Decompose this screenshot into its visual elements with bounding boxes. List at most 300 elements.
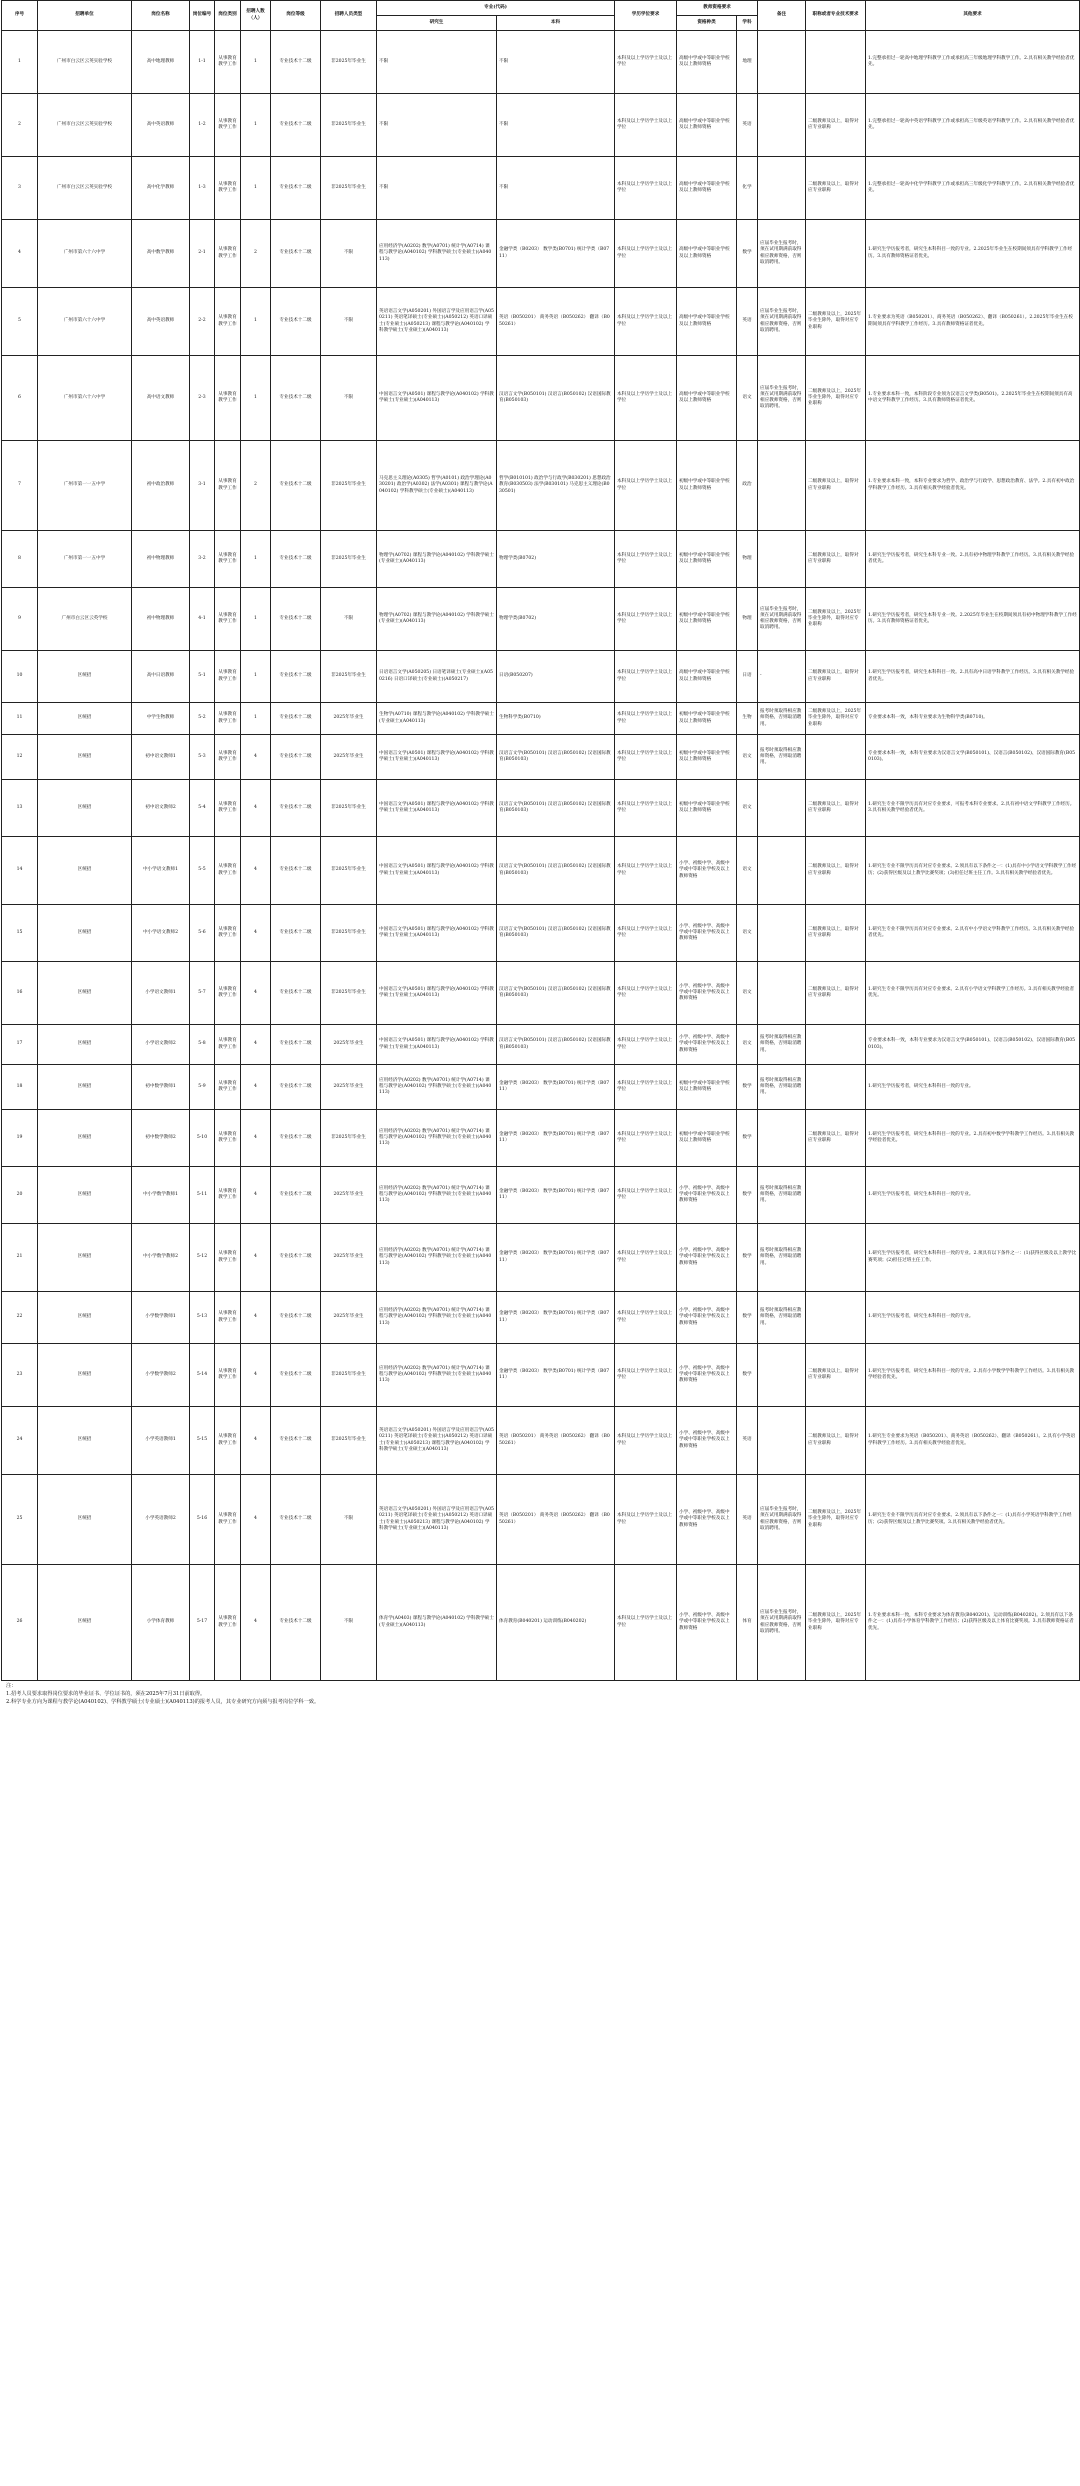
remark-cell xyxy=(758,1110,806,1167)
undergrad-major-cell: 汉语言文学(B050101) 汉语言(B050102) 汉语国际教育(B050103) xyxy=(497,837,615,905)
undergrad-major-cell: 金融学类（B0203） 数学类(B0701) 统计学类（B0711） xyxy=(497,1224,615,1292)
target-cell: 2025年毕业生 xyxy=(321,1292,377,1344)
graduate-major-cell: 应用经济学(A0202) 数学(A0701) 统计学(A0714) 课程与教学论(A040102) 学科教学硕士(专业硕士)(A040113) xyxy=(377,1110,497,1167)
row-number: 14 xyxy=(2,837,38,905)
table-row xyxy=(2,1407,1080,1475)
other-req-cell: 1.专业要求本科一致，本科阶段专业须为汉语言文学类(B0501)。2.2025年毕业生在校期间须具有高中语文学科教学工作经历。3.具有教师资格证者优先。 xyxy=(866,356,1080,441)
table-row xyxy=(2,837,1080,905)
header-count: 招聘人数（人） xyxy=(241,1,271,31)
header-other: 其他要求 xyxy=(866,1,1080,31)
unit-cell: 区统招 xyxy=(38,1344,132,1407)
title-req-cell: 二级教师及以上，取得对应专业职称 xyxy=(806,962,866,1025)
graduate-major-cell: 应用经济学(A0202) 数学(A0701) 统计学(A0714) 课程与教学论(A040102) 学科教学硕士(专业硕士)(A040113) xyxy=(377,1167,497,1224)
degree-cell: 本科及以上学历学士及以上学位 xyxy=(615,735,677,780)
unit-cell: 区统招 xyxy=(38,962,132,1025)
degree-cell: 本科及以上学历学士及以上学位 xyxy=(615,531,677,588)
level-cell: 专业技术十二级 xyxy=(271,531,321,588)
target-cell: 非2025年毕业生 xyxy=(321,157,377,220)
subject-cell: 语文 xyxy=(737,735,758,780)
position-cell: 初中物理教师 xyxy=(132,588,190,651)
level-cell: 专业技术十二级 xyxy=(271,962,321,1025)
undergrad-major-cell: 不限 xyxy=(497,31,615,94)
target-cell: 非2025年毕业生 xyxy=(321,780,377,837)
remark-cell: 报考时须取得相应教师资格，否则取消聘用。 xyxy=(758,1025,806,1065)
undergrad-major-cell: 金融学类（B0203） 数学类(B0701) 统计学类（B0711） xyxy=(497,220,615,288)
other-req-cell: 1.完整承担过一轮高中化学学科教学工作或承担高三年级化学学科教学工作。2.具有相关教学经验者优先。 xyxy=(866,157,1080,220)
other-req-cell: 1.完整承担过一轮高中地理学科教学工作或承担高三年级地理学科教学工作。2.具有相关教学经验者优先。 xyxy=(866,31,1080,94)
category-cell: 从事教育教学工作 xyxy=(215,1065,241,1110)
level-cell: 专业技术十二级 xyxy=(271,588,321,651)
code-cell: 4-1 xyxy=(190,588,215,651)
degree-cell: 本科及以上学历学士及以上学位 xyxy=(615,837,677,905)
row-number: 21 xyxy=(2,1224,38,1292)
undergrad-major-cell: 汉语言文学(B050101) 汉语言(B050102) 汉语国际教育(B050103) xyxy=(497,905,615,962)
unit-cell: 广州市第六十六中学 xyxy=(38,220,132,288)
count-cell: 1 xyxy=(241,157,271,220)
undergrad-major-cell: 英语（B050201） 商务英语（B050262） 翻译（B050261） xyxy=(497,1475,615,1565)
table-row xyxy=(2,588,1080,651)
header-category: 岗位类别 xyxy=(215,1,241,31)
code-cell: 5-1 xyxy=(190,651,215,703)
code-cell: 5-13 xyxy=(190,1292,215,1344)
title-req-cell: 二级教师及以上，2025年毕业生除外，取得对应专业职称 xyxy=(806,1565,866,1681)
title-req-cell: 二级教师及以上，取得对应专业职称 xyxy=(806,905,866,962)
graduate-major-cell: 应用经济学(A0202) 数学(A0701) 统计学(A0714) 课程与教学论(A040102) 学科教学硕士(专业硕士)(A040113) xyxy=(377,1344,497,1407)
level-cell: 专业技术十二级 xyxy=(271,703,321,735)
cert-type-cell: 小学、初级中学、高级中学或中等职业学校及以上教师资格 xyxy=(677,1167,737,1224)
table-row xyxy=(2,1475,1080,1565)
header-undergrad: 本科 xyxy=(497,16,615,31)
title-req-cell: 二级教师及以上，取得对应专业职称 xyxy=(806,651,866,703)
level-cell: 专业技术十二级 xyxy=(271,905,321,962)
table-body xyxy=(2,31,1080,1681)
subject-cell: 数学 xyxy=(737,1344,758,1407)
row-number: 8 xyxy=(2,531,38,588)
subject-cell: 物理 xyxy=(737,531,758,588)
title-req-cell: 二级教师及以上，2025年毕业生除外，取得对应专业职称 xyxy=(806,703,866,735)
cert-type-cell: 小学、初级中学、高级中学或中等职业学校及以上教师资格 xyxy=(677,905,737,962)
target-cell: 非2025年毕业生 xyxy=(321,441,377,531)
code-cell: 5-5 xyxy=(190,837,215,905)
category-cell: 从事教育教学工作 xyxy=(215,220,241,288)
other-req-cell: 1.研究生专业要求为英语（B050201）、商务英语（B050262）、翻译（B050261）。2.具有小学英语学科教学工作经历。3.具有相关教学经验者优先。 xyxy=(866,1407,1080,1475)
code-cell: 5-4 xyxy=(190,780,215,837)
position-cell: 小学体育教师 xyxy=(132,1565,190,1681)
table-row xyxy=(2,1224,1080,1292)
target-cell: 不限 xyxy=(321,356,377,441)
level-cell: 专业技术十二级 xyxy=(271,1224,321,1292)
count-cell: 1 xyxy=(241,531,271,588)
position-cell: 小学数学教师1 xyxy=(132,1292,190,1344)
subject-cell: 数学 xyxy=(737,1224,758,1292)
category-cell: 从事教育教学工作 xyxy=(215,588,241,651)
table-row xyxy=(2,1344,1080,1407)
target-cell: 不限 xyxy=(321,220,377,288)
target-cell: 非2025年毕业生 xyxy=(321,1110,377,1167)
subject-cell: 化学 xyxy=(737,157,758,220)
count-cell: 4 xyxy=(241,837,271,905)
count-cell: 4 xyxy=(241,1224,271,1292)
title-req-cell: 二级教师及以上，取得对应专业职称 xyxy=(806,1407,866,1475)
remark-cell: 应届毕业生报考时，须在试用期满前取得相应教师资格，否则取消聘用。 xyxy=(758,220,806,288)
title-req-cell: 二级教师及以上，取得对应专业职称 xyxy=(806,837,866,905)
level-cell: 专业技术十二级 xyxy=(271,651,321,703)
level-cell: 专业技术十二级 xyxy=(271,1475,321,1565)
other-req-cell: 1.完整承担过一轮高中英语学科教学工作或承担高三年级英语学科教学工作。2.具有相关教学经验者优先。 xyxy=(866,94,1080,157)
graduate-major-cell: 不限 xyxy=(377,157,497,220)
unit-cell: 区统招 xyxy=(38,1407,132,1475)
table-row xyxy=(2,962,1080,1025)
count-cell: 4 xyxy=(241,905,271,962)
title-req-cell: 二级教师及以上，取得对应专业职称 xyxy=(806,1110,866,1167)
title-req-cell xyxy=(806,1167,866,1224)
graduate-major-cell: 应用经济学(A0202) 数学(A0701) 统计学(A0714) 课程与教学论(A040102) 学科教学硕士(专业硕士)(A040113) xyxy=(377,1065,497,1110)
graduate-major-cell: 中国语言文学(A0501) 课程与教学论(A040102) 学科教学硕士(专业硕士)(A040113) xyxy=(377,905,497,962)
cert-type-cell: 小学、初级中学、高级中学或中等职业学校及以上教师资格 xyxy=(677,1025,737,1065)
cert-type-cell: 高级中学或中等职业学校及以上教师资格 xyxy=(677,94,737,157)
code-cell: 2-1 xyxy=(190,220,215,288)
remark-cell xyxy=(758,962,806,1025)
code-cell: 3-2 xyxy=(190,531,215,588)
graduate-major-cell: 物理学(A0702) 课程与教学论(A040102) 学科教学硕士(专业硕士)(A040113) xyxy=(377,588,497,651)
row-number: 18 xyxy=(2,1065,38,1110)
code-cell: 1-2 xyxy=(190,94,215,157)
code-cell: 5-11 xyxy=(190,1167,215,1224)
undergrad-major-cell: 物理学类(B0702) xyxy=(497,588,615,651)
remark-cell: 报考时须取得相应教师资格，否则取消聘用。 xyxy=(758,1167,806,1224)
level-cell: 专业技术十二级 xyxy=(271,1344,321,1407)
count-cell: 4 xyxy=(241,1292,271,1344)
level-cell: 专业技术十二级 xyxy=(271,780,321,837)
remark-cell: 报考时须取得相应教师资格，否则取消聘用。 xyxy=(758,735,806,780)
graduate-major-cell: 英语语言文学(A050201) 外国语言学及应用语言学(A050211) 英语笔译硕士(专业硕士)(A050212) 英语口译硕士(专业硕士)(A050213) 课程与教学论(A040102) 学科教学硕士(专业硕士)(A040113) xyxy=(377,1475,497,1565)
level-cell: 专业技术十二级 xyxy=(271,220,321,288)
header-cert-type: 资格种类 xyxy=(677,16,737,31)
row-number: 9 xyxy=(2,588,38,651)
subject-cell: 数学 xyxy=(737,1167,758,1224)
notes-line-2: 2.科学专业方向为课程与教学论(A040102)、学科教学硕士(专业硕士)(A040113)的报考人员，其专业研究方向须与报考岗位学科一致。 xyxy=(6,1698,320,1705)
unit-cell: 广州市白云区云英学校 xyxy=(38,588,132,651)
unit-cell: 区统招 xyxy=(38,703,132,735)
cert-type-cell: 小学、初级中学、高级中学或中等职业学校及以上教师资格 xyxy=(677,1475,737,1565)
subject-cell: 语文 xyxy=(737,356,758,441)
level-cell: 专业技术十二级 xyxy=(271,441,321,531)
count-cell: 2 xyxy=(241,220,271,288)
header-target: 招聘人员类型 xyxy=(321,1,377,31)
graduate-major-cell: 中国语言文学(A0501) 课程与教学论(A040102) 学科教学硕士(专业硕士)(A040113) xyxy=(377,1025,497,1065)
cert-type-cell: 小学、初级中学、高级中学或中等职业学校及以上教师资格 xyxy=(677,1344,737,1407)
row-number: 22 xyxy=(2,1292,38,1344)
degree-cell: 本科及以上学历学士及以上学位 xyxy=(615,1110,677,1167)
header-remark: 备注 xyxy=(758,1,806,31)
position-cell: 中小学语文教师1 xyxy=(132,837,190,905)
title-req-cell: 二级教师及以上，2025年毕业生除外，取得对应专业职称 xyxy=(806,1475,866,1565)
undergrad-major-cell: 金融学类（B0203） 数学类(B0701) 统计学类（B0711） xyxy=(497,1167,615,1224)
position-cell: 初中语文教师1 xyxy=(132,735,190,780)
unit-cell: 区统招 xyxy=(38,1224,132,1292)
code-cell: 5-2 xyxy=(190,703,215,735)
title-req-cell xyxy=(806,1065,866,1110)
category-cell: 从事教育教学工作 xyxy=(215,157,241,220)
position-cell: 初中物理教师 xyxy=(132,531,190,588)
target-cell: 非2025年毕业生 xyxy=(321,962,377,1025)
degree-cell: 本科及以上学历学士及以上学位 xyxy=(615,220,677,288)
category-cell: 从事教育教学工作 xyxy=(215,735,241,780)
title-req-cell: 二级教师及以上，取得对应专业职称 xyxy=(806,94,866,157)
table-row xyxy=(2,735,1080,780)
target-cell: 不限 xyxy=(321,1565,377,1681)
category-cell: 从事教育教学工作 xyxy=(215,1224,241,1292)
target-cell: 2025年毕业生 xyxy=(321,1167,377,1224)
degree-cell: 本科及以上学历学士及以上学位 xyxy=(615,1224,677,1292)
other-req-cell: 1.专业要求本科一致，本科专业要求为体育教育(B040201)、运动训练(B040202)。2.须具有以下条件之一：(1)具有小学体育学科教学工作经历；(2)获得区级及以上体育比赛奖项。3.具有教师资格证者优先。 xyxy=(866,1565,1080,1681)
graduate-major-cell: 英语语言文学(A050201) 外国语言学及应用语言学(A050211) 英语笔译硕士(专业硕士)(A050212) 英语口译硕士(专业硕士)(A050213) 课程与教学论(A040102) 学科教学硕士(专业硕士)(A040113) xyxy=(377,1407,497,1475)
remark-cell: 报考时须取得相应教师资格，否则取消聘用。 xyxy=(758,1224,806,1292)
code-cell: 5-6 xyxy=(190,905,215,962)
code-cell: 5-12 xyxy=(190,1224,215,1292)
header-unit: 招聘单位 xyxy=(38,1,132,31)
degree-cell: 本科及以上学历学士及以上学位 xyxy=(615,1407,677,1475)
subject-cell: 物理 xyxy=(737,588,758,651)
title-req-cell xyxy=(806,31,866,94)
subject-cell: 数学 xyxy=(737,1292,758,1344)
level-cell: 专业技术十二级 xyxy=(271,1167,321,1224)
title-req-cell: 二级教师及以上，取得对应专业职称 xyxy=(806,441,866,531)
category-cell: 从事教育教学工作 xyxy=(215,837,241,905)
subject-cell: 语文 xyxy=(737,780,758,837)
category-cell: 从事教育教学工作 xyxy=(215,531,241,588)
other-req-cell: 1.研究生学历报考者，研究生本科科目一致的专业。2.2025年毕业生在校期间须具有学科教学工作经历。3.具有教师资格证者优先。 xyxy=(866,220,1080,288)
row-number: 3 xyxy=(2,157,38,220)
degree-cell: 本科及以上学历学士及以上学位 xyxy=(615,288,677,356)
subject-cell: 数学 xyxy=(737,1110,758,1167)
undergrad-major-cell: 汉语言文学(B050101) 汉语言(B050102) 汉语国际教育(B050103) xyxy=(497,735,615,780)
category-cell: 从事教育教学工作 xyxy=(215,962,241,1025)
target-cell: 2025年毕业生 xyxy=(321,1224,377,1292)
graduate-major-cell: 物理学(A0702) 课程与教学论(A040102) 学科教学硕士(专业硕士)(A040113) xyxy=(377,531,497,588)
other-req-cell: 1.研究生学历报考者，研究生本科科目一致的专业。 xyxy=(866,1167,1080,1224)
subject-cell: 英语 xyxy=(737,288,758,356)
position-cell: 中小学数学教师1 xyxy=(132,1167,190,1224)
degree-cell: 本科及以上学历学士及以上学位 xyxy=(615,356,677,441)
count-cell: 4 xyxy=(241,780,271,837)
remark-cell xyxy=(758,780,806,837)
subject-cell: 日语 xyxy=(737,651,758,703)
title-req-cell: 二级教师及以上，2025年毕业生除外，取得对应专业职称 xyxy=(806,356,866,441)
code-cell: 3-1 xyxy=(190,441,215,531)
cert-type-cell: 小学、初级中学、高级中学或中等职业学校及以上教师资格 xyxy=(677,1565,737,1681)
remark-cell xyxy=(758,531,806,588)
unit-cell: 区统招 xyxy=(38,1167,132,1224)
graduate-major-cell: 中国语言文学(A0501) 课程与教学论(A040102) 学科教学硕士(专业硕士)(A040113) xyxy=(377,837,497,905)
row-number: 7 xyxy=(2,441,38,531)
table-row xyxy=(2,356,1080,441)
subject-cell: 语文 xyxy=(737,962,758,1025)
level-cell: 专业技术十二级 xyxy=(271,31,321,94)
table-row xyxy=(2,220,1080,288)
count-cell: 1 xyxy=(241,651,271,703)
undergrad-major-cell: 汉语言文学(B050101) 汉语言(B050102) 汉语国际教育(B050103) xyxy=(497,962,615,1025)
header-position: 岗位名称 xyxy=(132,1,190,31)
target-cell: 不限 xyxy=(321,588,377,651)
count-cell: 4 xyxy=(241,1167,271,1224)
graduate-major-cell: 中国语言文学(A0501) 课程与教学论(A040102) 学科教学硕士(专业硕士)(A040113) xyxy=(377,356,497,441)
row-number: 26 xyxy=(2,1565,38,1681)
title-req-cell xyxy=(806,1292,866,1344)
degree-cell: 本科及以上学历学士及以上学位 xyxy=(615,1167,677,1224)
cert-type-cell: 小学、初级中学、高级中学或中等职业学校及以上教师资格 xyxy=(677,962,737,1025)
code-cell: 2-3 xyxy=(190,356,215,441)
undergrad-major-cell: 金融学类（B0203） 数学类(B0701) 统计学类（B0711） xyxy=(497,1344,615,1407)
cert-type-cell: 高级中学或中等职业学校及以上教师资格 xyxy=(677,31,737,94)
target-cell: 不限 xyxy=(321,288,377,356)
other-req-cell: 1.专业要求本科一致，本科专业要求为哲学、政治学与行政学、思想政治教育、法学。2.具有初中政治学科教学工作经历。3.具有相关教学经验者优先。 xyxy=(866,441,1080,531)
undergrad-major-cell: 金融学类（B0203） 数学类(B0701) 统计学类（B0711） xyxy=(497,1110,615,1167)
position-cell: 中学生物教师 xyxy=(132,703,190,735)
subject-cell: 英语 xyxy=(737,1407,758,1475)
category-cell: 从事教育教学工作 xyxy=(215,31,241,94)
remark-cell: 报考时须取得相应教师资格，否则取消聘用。 xyxy=(758,1065,806,1110)
count-cell: 1 xyxy=(241,94,271,157)
category-cell: 从事教育教学工作 xyxy=(215,1475,241,1565)
cert-type-cell: 小学、初级中学、高级中学或中等职业学校及以上教师资格 xyxy=(677,1407,737,1475)
position-cell: 高中日语教师 xyxy=(132,651,190,703)
unit-cell: 区统招 xyxy=(38,1110,132,1167)
remark-cell: - xyxy=(758,651,806,703)
other-req-cell: 1.研究生专业不限学历具有对应专业要求。2.具有中小学语文学科教学工作经历。3.具有相关教学经验者优先。 xyxy=(866,905,1080,962)
count-cell: 1 xyxy=(241,31,271,94)
undergrad-major-cell: 英语（B050201） 商务英语（B050262） 翻译（B050261） xyxy=(497,1407,615,1475)
target-cell: 2025年毕业生 xyxy=(321,1065,377,1110)
title-req-cell: 二级教师及以上，2025年毕业生除外，取得对应专业职称 xyxy=(806,588,866,651)
count-cell: 4 xyxy=(241,1344,271,1407)
row-number: 1 xyxy=(2,31,38,94)
target-cell: 2025年毕业生 xyxy=(321,703,377,735)
other-req-cell: 1.研究生专业不限学历具有对应专业要求。2.须具有以下条件之一：(1)具有中小学语文学科教学工作经历；(2)获得区级及以上教学比赛奖项；(3)担任过班主任工作。3.具有相关教学经验者优先。 xyxy=(866,837,1080,905)
degree-cell: 本科及以上学历学士及以上学位 xyxy=(615,1065,677,1110)
other-req-cell: 1.研究生专业不限学历具有对应专业要求，可报考本科专业要求。2.具有初中语文学科教学工作经历。3.具有相关教学经验者优先。 xyxy=(866,780,1080,837)
level-cell: 专业技术十二级 xyxy=(271,1407,321,1475)
remark-cell xyxy=(758,1344,806,1407)
degree-cell: 本科及以上学历学士及以上学位 xyxy=(615,588,677,651)
level-cell: 专业技术十二级 xyxy=(271,157,321,220)
position-cell: 高中数学教师 xyxy=(132,220,190,288)
other-req-cell: 1.研究生学历报考者，研究生本科专业一致。2.具有初中物理学科教学工作经历。3.具有相关教学经验者优先。 xyxy=(866,531,1080,588)
header-degree: 学历学位要求 xyxy=(615,1,677,31)
target-cell: 非2025年毕业生 xyxy=(321,94,377,157)
row-number: 16 xyxy=(2,962,38,1025)
title-req-cell xyxy=(806,735,866,780)
undergrad-major-cell: 哲学(B010101) 政治学与行政学(B030201) 思想政治教育(B030503) 法学(B030101) 马克思主义理论(B030501) xyxy=(497,441,615,531)
cert-type-cell: 初级中学或中等职业学校及以上教师资格 xyxy=(677,1110,737,1167)
code-cell: 1-1 xyxy=(190,31,215,94)
count-cell: 4 xyxy=(241,1475,271,1565)
code-cell: 5-17 xyxy=(190,1565,215,1681)
category-cell: 从事教育教学工作 xyxy=(215,703,241,735)
unit-cell: 广州市第一一五中学 xyxy=(38,531,132,588)
remark-cell xyxy=(758,837,806,905)
category-cell: 从事教育教学工作 xyxy=(215,1407,241,1475)
remark-cell: 应届毕业生报考时，须在试用期满前取得相应教师资格，否则取消聘用。 xyxy=(758,1565,806,1681)
other-req-cell: 专业要求本科一致，本科专业要求为生物科学类(B0710)。 xyxy=(866,703,1080,735)
cert-type-cell: 初级中学或中等职业学校及以上教师资格 xyxy=(677,441,737,531)
graduate-major-cell: 日语语言文学(A050205) 日语笔译硕士(专业硕士)(A050216) 日语口译硕士(专业硕士)(A050217) xyxy=(377,651,497,703)
header-level: 岗位等级 xyxy=(271,1,321,31)
cert-type-cell: 小学、初级中学、高级中学或中等职业学校及以上教师资格 xyxy=(677,1224,737,1292)
cert-type-cell: 初级中学或中等职业学校及以上教师资格 xyxy=(677,588,737,651)
header-title-req: 职称或者专业技术要求 xyxy=(806,1,866,31)
table-row xyxy=(2,1167,1080,1224)
degree-cell: 本科及以上学历学士及以上学位 xyxy=(615,94,677,157)
position-cell: 小学数学教师2 xyxy=(132,1344,190,1407)
count-cell: 1 xyxy=(241,288,271,356)
level-cell: 专业技术十二级 xyxy=(271,288,321,356)
code-cell: 5-10 xyxy=(190,1110,215,1167)
row-number: 12 xyxy=(2,735,38,780)
row-number: 13 xyxy=(2,780,38,837)
position-cell: 小学英语教师1 xyxy=(132,1407,190,1475)
unit-cell: 区统招 xyxy=(38,780,132,837)
level-cell: 专业技术十二级 xyxy=(271,1065,321,1110)
undergrad-major-cell: 汉语言文学(B050101) 汉语言(B050102) 汉语国际教育(B050103) xyxy=(497,356,615,441)
header-subject: 学科 xyxy=(737,16,758,31)
subject-cell: 数学 xyxy=(737,1065,758,1110)
row-number: 10 xyxy=(2,651,38,703)
row-number: 23 xyxy=(2,1344,38,1407)
table-row xyxy=(2,703,1080,735)
undergrad-major-cell: 汉语言文学(B050101) 汉语言(B050102) 汉语国际教育(B050103) xyxy=(497,780,615,837)
cert-type-cell: 小学、初级中学、高级中学或中等职业学校及以上教师资格 xyxy=(677,1292,737,1344)
undergrad-major-cell: 不限 xyxy=(497,94,615,157)
remark-cell: 报考时须取得相应教师资格，否则取消聘用。 xyxy=(758,1292,806,1344)
other-req-cell: 1.研究生学历报考者，研究生本科科目一致的专业。2.具有小学数学学科教学工作经历。3.具有相关教学经验者优先。 xyxy=(866,1344,1080,1407)
other-req-cell: 1.研究生学历报考者，研究生本科科目一致的专业。 xyxy=(866,1065,1080,1110)
degree-cell: 本科及以上学历学士及以上学位 xyxy=(615,441,677,531)
category-cell: 从事教育教学工作 xyxy=(215,1344,241,1407)
cert-type-cell: 初级中学或中等职业学校及以上教师资格 xyxy=(677,1065,737,1110)
degree-cell: 本科及以上学历学士及以上学位 xyxy=(615,1292,677,1344)
table-row xyxy=(2,1565,1080,1681)
remark-cell xyxy=(758,31,806,94)
position-cell: 初中数学教师2 xyxy=(132,1110,190,1167)
graduate-major-cell: 应用经济学(A0202) 数学(A0701) 统计学(A0714) 课程与教学论(A040102) 学科教学硕士(专业硕士)(A040113) xyxy=(377,1224,497,1292)
table-row xyxy=(2,288,1080,356)
remark-cell xyxy=(758,905,806,962)
graduate-major-cell: 生物学(A0710) 课程与教学论(A040102) 学科教学硕士(专业硕士)(A040113) xyxy=(377,703,497,735)
degree-cell: 本科及以上学历学士及以上学位 xyxy=(615,1475,677,1565)
count-cell: 4 xyxy=(241,1110,271,1167)
cert-type-cell: 小学、初级中学、高级中学或中等职业学校及以上教师资格 xyxy=(677,837,737,905)
remark-cell xyxy=(758,1407,806,1475)
level-cell: 专业技术十二级 xyxy=(271,356,321,441)
recruitment-table xyxy=(1,0,1080,1681)
notes-line-1: 1.招考人员要求取得岗位要求的毕业证书、学位证书的，须在2025年7月31日前取得。 xyxy=(6,1690,206,1697)
subject-cell: 生物 xyxy=(737,703,758,735)
unit-cell: 区统招 xyxy=(38,905,132,962)
undergrad-major-cell: 汉语言文学(B050101) 汉语言(B050102) 汉语国际教育(B050103) xyxy=(497,1025,615,1065)
category-cell: 从事教育教学工作 xyxy=(215,94,241,157)
count-cell: 4 xyxy=(241,1407,271,1475)
target-cell: 不限 xyxy=(321,1475,377,1565)
level-cell: 专业技术十二级 xyxy=(271,1565,321,1681)
undergrad-major-cell: 物理学类(B0702) xyxy=(497,531,615,588)
unit-cell: 区统招 xyxy=(38,1475,132,1565)
cert-type-cell: 高级中学或中等职业学校及以上教师资格 xyxy=(677,288,737,356)
unit-cell: 区统招 xyxy=(38,1065,132,1110)
header-graduate: 研究生 xyxy=(377,16,497,31)
cert-type-cell: 初级中学或中等职业学校及以上教师资格 xyxy=(677,531,737,588)
count-cell: 1 xyxy=(241,356,271,441)
